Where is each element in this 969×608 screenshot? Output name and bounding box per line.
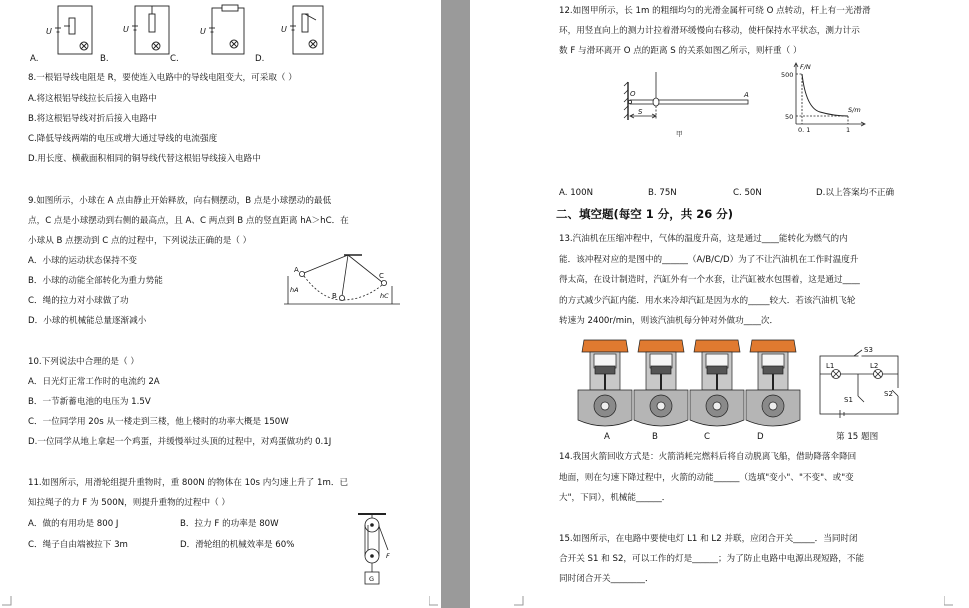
q12-graph-x-tick-01: 0. 1 — [798, 126, 811, 132]
q11-stem-line-1: 11.如图所示，用滑轮组提升重物时，重 800N 的物体在 10s 内匀速上升了 1m．已 — [28, 478, 349, 488]
q7-circuit-a — [46, 6, 92, 54]
q13-engine-label-c: C — [704, 432, 711, 442]
q7-u-label: U — [46, 27, 52, 36]
q12-option-c: C. 50N — [733, 188, 762, 198]
q9-label-c: C — [379, 272, 384, 280]
q12-stem-line-3: 数 F 与滑环离开 O 点的距离 S 的关系如图乙所示，则杆重（ ） — [559, 46, 802, 56]
q12-label-s: S — [638, 108, 643, 116]
q12-option-d: D.以上答案均不正确 — [816, 188, 895, 198]
q15-label-s1: S1 — [844, 396, 853, 404]
q11-option-b: B．拉力 F 的功率是 80W — [180, 519, 279, 529]
q9-option-b: B．小球的动能全部转化为重力势能 — [28, 276, 163, 286]
page-corner-mark — [944, 596, 954, 606]
left-page — [0, 0, 441, 608]
q12-force-graph — [760, 60, 870, 132]
q8-stem: 8.一根铝导线电阻是 R，要使连入电路中的导线电阻变大，可采取（ ） — [28, 73, 297, 83]
q7-option-c: C. — [170, 54, 179, 64]
q9-label-hc: hC — [380, 292, 389, 300]
q13-engine-label-b: B — [652, 432, 658, 442]
page-corner-mark — [429, 596, 439, 606]
q15-line-2: 合开关 S1 和 S2，可以工作的灯是______；为了防止电路中电源出现短路，不能 — [559, 554, 865, 564]
q12-option-b: B. 75N — [648, 188, 677, 198]
q15-label-l2: L2 — [870, 362, 879, 370]
q15-line-3: 同时闭合开关________． — [559, 574, 654, 584]
q7-option-a: A. — [30, 54, 39, 64]
q9-label-b: B — [332, 292, 337, 300]
q14-line-2: 地面，则在匀速下降过程中，火箭的动能______（选填"变小"、"不变"、或"变 — [559, 473, 854, 483]
q12-label-a: A — [744, 91, 749, 99]
q13-engine-d — [746, 340, 800, 426]
q11-option-c: C．绳子自由端被拉下 3m — [28, 540, 128, 550]
q10-option-d: D.一位同学从地上拿起一个鸡蛋，并缓慢举过头顶的过程中，对鸡蛋做功约 0.1J — [28, 437, 332, 447]
page-corner-mark — [514, 596, 524, 606]
q12-graph-y-tick-50: 50 — [785, 113, 794, 121]
q10-option-b: B．一节新蓄电池的电压为 1.5V — [28, 397, 151, 407]
q9-stem-line-3: 小球从 B 点摆动到 C 点的过程中，下列说法正确的是（ ） — [28, 236, 252, 246]
q15-circuit-figure — [814, 344, 914, 420]
q7-option-b: B. — [100, 54, 109, 64]
q12-graph-y-label: F/N — [800, 63, 811, 71]
q9-label-a: A — [294, 266, 299, 274]
q13-engine-figures — [574, 336, 814, 436]
q9-label-ha: hA — [290, 286, 299, 294]
right-page — [470, 0, 969, 608]
q15-figure-caption: 第 15 题图 — [836, 432, 879, 442]
q12-stem-line-1: 12.如图甲所示，长 1m 的粗细均匀的光滑金属杆可绕 O 点转动，杆上有一光滑滑 — [559, 6, 871, 16]
q10-stem: 10.下列说法中合理的是（ ） — [28, 357, 139, 367]
q13-engine-label-a: A — [604, 432, 610, 442]
q14-line-1: 14.我国火箭回收方式是：火箭消耗完燃料后将自动脱离飞船，借助降落伞降回 — [559, 452, 857, 462]
q9-stem-line-1: 9.如图所示，小球在 A 点由静止开始释放，向右侧摆动，B 点是小球摆动的最低 — [28, 196, 332, 206]
q9-option-d: D．小球的机械能总量逐渐减小 — [28, 316, 147, 326]
q14-line-3: 大"，下同），机械能______． — [559, 493, 671, 503]
q11-label-g: G — [369, 575, 375, 583]
q15-label-s2: S2 — [884, 390, 893, 398]
q12-graph-y-tick-500: 500 — [781, 71, 794, 79]
q12-caption-jia: 甲 — [676, 130, 683, 138]
q10-option-a: A．日光灯正常工作时的电流约 2A — [28, 377, 160, 387]
q11-label-f: F — [386, 552, 390, 560]
q12-graph-x-label: S/m — [848, 106, 861, 114]
q12-lever-figure — [620, 64, 760, 140]
q7-circuit-figures — [0, 0, 441, 72]
q13-engine-a — [578, 340, 632, 426]
q11-pulley-figure — [356, 512, 396, 592]
q15-label-l1: L1 — [826, 362, 835, 370]
q15-line-1: 15.如图所示，在电路中要使电灯 L1 和 L2 并联，应闭合开关_____．当同时闭 — [559, 534, 858, 544]
q9-option-c: C．绳的拉力对小球做了功 — [28, 296, 129, 306]
q11-stem-line-2: 知拉绳子的力 F 为 500N，则提升重物的过程中（ ） — [28, 498, 230, 508]
q13-line-5: 转速为 2400r/min，则该汽油机每分钟对外做功____次． — [559, 316, 779, 326]
q10-option-c: C．一位同学用 20s 从一楼走到三楼，他上楼时的功率大概是 150W — [28, 417, 289, 427]
q13-engine-b — [634, 340, 688, 426]
q12-label-o: O — [630, 90, 636, 98]
svg-text:U: U — [123, 25, 129, 34]
q13-line-3: 得太高，在设计制造时，汽缸外有一个水套，让汽缸被水包围着，这是通过____ — [559, 275, 860, 285]
q7-option-d: D. — [255, 54, 265, 64]
q7-circuit-b — [123, 6, 169, 54]
q8-option-d: D.用长度、横截面积相同的铜导线代替这根铝导线接入电路中 — [28, 154, 261, 164]
q12-option-a: A. 100N — [559, 188, 594, 198]
q8-option-b: B.将这根铝导线对折后接入电路中 — [28, 114, 157, 124]
q9-stem-line-2: 点，C 点是小球摆动到右侧的最高点，且 A、C 两点到 B 点的竖直距离 hA＞hC．在 — [28, 216, 349, 226]
q13-line-2: 能．该冲程对应的是图中的______（A/B/C/D）为了不让汽油机在工作时温度升 — [559, 255, 859, 265]
q11-option-a: A．做的有用功是 800 J — [28, 519, 119, 529]
page-corner-mark — [2, 596, 12, 606]
q9-option-a: A．小球的运动状态保持不变 — [28, 256, 138, 266]
q11-option-d: D．滑轮组的机械效率是 60% — [180, 540, 295, 550]
svg-text:U: U — [200, 27, 206, 36]
svg-text:U: U — [281, 25, 287, 34]
q7-circuit-c — [200, 5, 244, 54]
q13-line-1: 13.汽油机在压缩冲程中，气体的温度升高，这是通过____能转化为燃气的内 — [559, 234, 848, 244]
q9-pendulum-figure — [282, 252, 402, 312]
section-title-fill-in: 二、填空题(每空 1 分，共 26 分) — [556, 207, 734, 221]
q8-option-a: A.将这根铝导线拉长后接入电路中 — [28, 94, 157, 104]
q13-line-4: 的方式减少汽缸内能．用水来冷却汽缸是因为水的_____较大．若该汽油机飞轮 — [559, 296, 856, 306]
q15-label-s3: S3 — [864, 346, 873, 354]
q12-stem-line-2: 环，用竖直向上的测力计拉着滑环缓慢向右移动，使杆保持水平状态，测力计示 — [559, 26, 860, 36]
q13-engine-c — [690, 340, 744, 426]
q12-graph-x-tick-1: 1 — [846, 126, 851, 132]
q7-circuit-d — [281, 6, 323, 54]
q8-option-c: C.降低导线两端的电压或增大通过导线的电流强度 — [28, 134, 218, 144]
q13-engine-label-d: D — [757, 432, 764, 442]
